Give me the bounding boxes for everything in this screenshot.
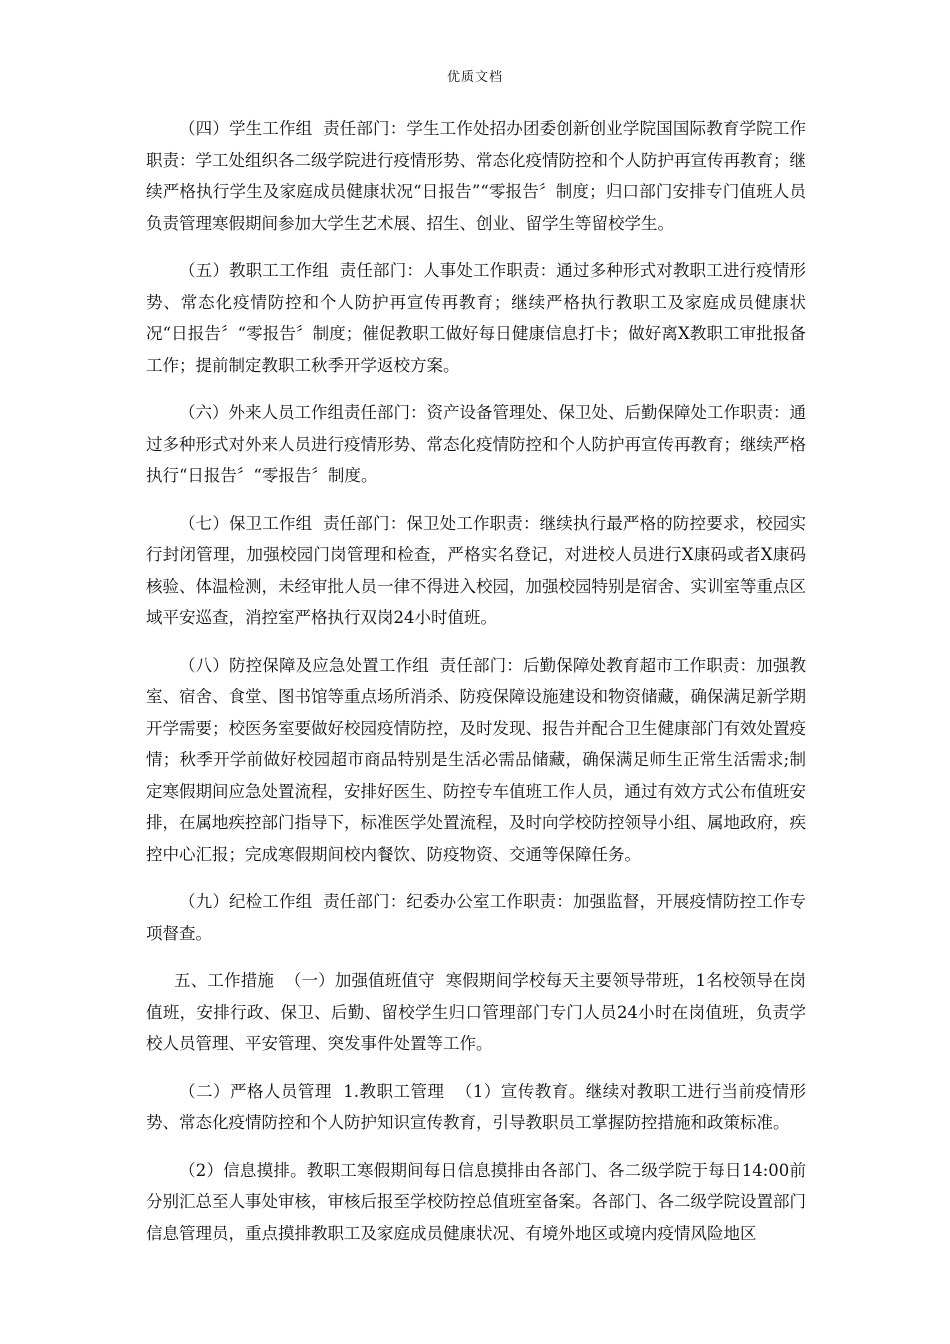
paragraph-discipline-group: （九）纪检工作组 责任部门：纪委办公室工作职责：加强监督，开展疫情防控工作专项督查。 (146, 892, 806, 943)
paragraph-work-measures: 五、工作措施 （一）加强值班值守 寒假期间学校每天主要领导带班，1名校领导在岗值班，安排行政、保卫、后勤、留校学生归口管理部门专门人员24小时在岗值班，负责学校人员管理、平安管理、突发事件处置等工作。 (146, 971, 806, 1053)
paragraph-staff-group: （五）教职工工作组 责任部门：人事处工作职责：通过多种形式对教职工进行疫情形势、常态化疫情防控和个人防护再宣传再教育；继续严格执行教职工及家庭成员健康状况“日报告〞“零报告〞制度；催促教职工做好每日健康信息打卡；做好离X教职工审批报备工作；提前制定教职工秋季开学返校方案。 (146, 261, 806, 375)
paragraph-student-group: （四）学生工作组 责任部门：学生工作处招办团委创新创业学院国国际教育学院工作职责：学工处组织各二级学院进行疫情形势、常态化疫情防控和个人防护再宣传再教育；继续严格执行学生及家庭成员健康状况“日报告”“零报告〞制度；归口部门安排专门值班人员负责管理寒假期间参加大学生艺术展、招生、创业、留学生等留校学生。 (146, 119, 806, 233)
paragraph-logistics-group: （八）防控保障及应急处置工作组 责任部门：后勤保障处教育超市工作职责：加强教室、宿舍、食堂、图书馆等重点场所消杀、防疫保障设施建设和物资储藏，确保满足新学期开学需要；校医务室要做好校园疫情防控，及时发现、报告并配合卫生健康部门有效处置疫情；秋季开学前做好校园超市商品特别是生活必需品储藏，确保满足师生正常生活需求;制定寒假期间应急处置流程，安排好医生、防控专车值班工作人员，通过有效方式公布值班安排，在属地疾控部门指导下，标准医学处置流程，及时向学校防控领导小组、属地政府，疾控中心汇报；完成寒假期间校内餐饮、防疫物资、交通等保障任务。 (146, 655, 806, 864)
paragraph-security-group: （七）保卫工作组 责任部门：保卫处工作职责：继续执行最严格的防控要求，校园实行封闭管理，加强校园门岗管理和检查，严格实名登记，对进校人员进行X康码或者X康码核验、体温检测，未经审批人员一律不得进入校园，加强校园特别是宿舍、实训室等重点区域平安巡查，消控室严格执行双岗24小时值班。 (146, 513, 806, 627)
paragraph-personnel-management: （二）严格人员管理 1.教职工管理 （1）宣传教育。继续对教职工进行当前疫情形势、常态化疫情防控和个人防护知识宣传教育，引导教职员工掌握防控措施和政策标准。 (146, 1081, 806, 1132)
paragraph-info-survey: （2）信息摸排。教职工寒假期间每日信息摸排由各部门、各二级学院于每日14:00前分别汇总至人事处审核，审核后报至学校防控总值班室备案。各部门、各二级学院设置部门信息管理员，重点摸排教职工及家庭成员健康状况、有境外地区或境内疫情风险地区 (146, 1160, 806, 1243)
page-header: 优质文档 (446, 70, 503, 85)
document-body (146, 113, 806, 1265)
paragraph-visitor-group: （六）外来人员工作组责任部门：资产设备管理处、保卫处、后勤保障处工作职责：通过多种形式对外来人员进行疫情形势、常态化疫情防控和个人防护再宣传再教育；继续严格执行“日报告〞“零报告〞制度。 (146, 403, 806, 485)
